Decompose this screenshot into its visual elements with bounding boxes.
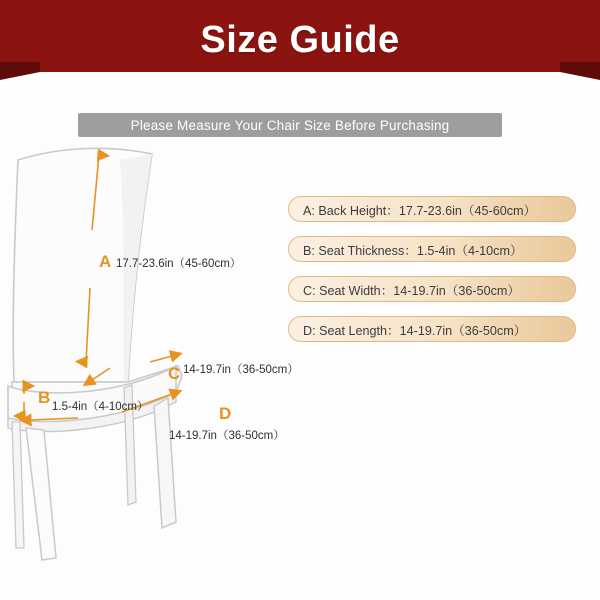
dimension-value-d: 14-19.7in（36-50cm） <box>169 430 285 442</box>
legend-row-b <box>288 236 576 262</box>
legend-label-a: A: Back Height：17.7-23.6in（45-60cm） <box>303 203 537 218</box>
chair-illustration-svg <box>0 130 330 590</box>
legend-label-c: C: Seat Width：14-19.7in（36-50cm） <box>303 283 520 298</box>
legend-label-b: B: Seat Thickness：1.5-4in（4-10cm） <box>303 243 523 258</box>
arrow-c-right <box>150 356 172 362</box>
dimension-value-a: 17.7-23.6in（45-60cm） <box>116 258 242 270</box>
dimension-letter-d: D <box>219 404 232 423</box>
dimension-letter-b: B <box>38 388 51 407</box>
dimension-value-c: 14-19.7in（36-50cm） <box>183 364 299 376</box>
legend-row-a <box>288 196 576 222</box>
dimension-letter-a: A <box>99 252 112 271</box>
chair-leg-front-left <box>26 428 56 560</box>
chair-leg-back-left <box>12 422 24 548</box>
legend-row-c <box>288 276 576 302</box>
page-title: Size Guide <box>200 18 400 61</box>
dimension-value-b: 1.5-4in（4-10cm） <box>52 401 149 413</box>
dimension-legend <box>288 196 576 356</box>
header-banner <box>0 0 600 80</box>
chair-leg-front-right <box>154 398 176 528</box>
legend-row-d <box>288 316 576 342</box>
legend-label-d: D: Seat Length：14-19.7in（36-50cm） <box>303 323 527 338</box>
measure-instruction-banner: Please Measure Your Chair Size Before Purchasing <box>78 113 502 137</box>
dimension-letter-c: C <box>168 364 181 383</box>
chair-diagram <box>0 130 330 590</box>
